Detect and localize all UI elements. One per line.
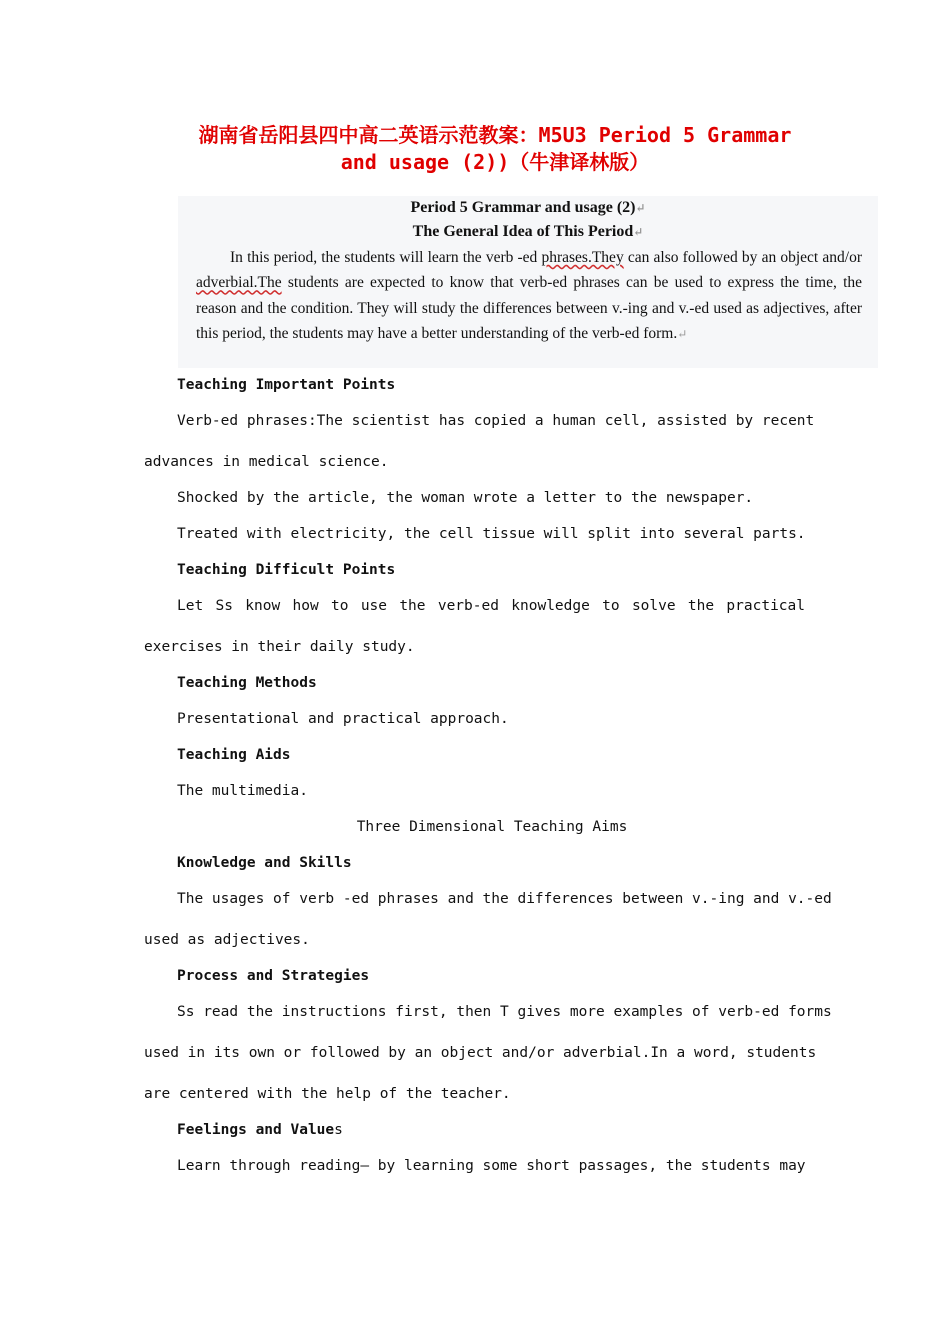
important-example-1-line-2: advances in medical science. — [144, 454, 389, 470]
heading-process-strategies: Process and Strategies — [177, 968, 370, 984]
knowledge-line-1: The usages of verb -ed phrases and the differences between v.-ing and v.-ed — [177, 891, 832, 907]
heading-three-dimensional-aims: Three Dimensional Teaching Aims — [356, 819, 628, 835]
difficult-line-2: exercises in their daily study. — [144, 639, 415, 655]
heading-teaching-aids: Teaching Aids — [177, 747, 291, 763]
title-line-2: and usage (2))（牛津译林版） — [340, 150, 650, 174]
knowledge-line-2: used as adjectives. — [144, 932, 310, 948]
heading-knowledge-skills: Knowledge and Skills — [177, 855, 352, 871]
document-title — [150, 122, 840, 176]
heading-feelings-values: Feelings and Values — [177, 1122, 343, 1138]
embedded-body: In this period, the students will learn the verb -ed phrases.They can also followed by an object and/or adverbial.The students are expected to know that verb-ed phrases can be used to express the time, the reason and the condition. They will study the differences between v.-ing and v.-ed used as adjectives, after this period, the students may have a better understanding of the verb-ed form.↵ — [196, 249, 862, 342]
embedded-period-summary — [178, 196, 878, 368]
important-example-3: Treated with electricity, the cell tissue will split into several parts. — [177, 526, 806, 542]
spellcheck-word-2: adverbial.The — [196, 274, 282, 292]
heading-important-points: Teaching Important Points — [177, 377, 396, 393]
teaching-aids-text: The multimedia. — [177, 783, 308, 799]
difficult-line-1: Let Ss know how to use the verb-ed knowledge to solve the practical — [177, 598, 805, 614]
feelings-line-1: Learn through reading— by learning some short passages, the students may — [177, 1158, 806, 1174]
title-line-1: 湖南省岳阳县四中高二英语示范教案：M5U3 Period 5 Grammar — [198, 123, 792, 147]
important-example-1-line-1: Verb-ed phrases:The scientist has copied a human cell, assisted by recent — [177, 413, 815, 429]
heading-difficult-points: Teaching Difficult Points — [177, 562, 396, 578]
heading-teaching-methods: Teaching Methods — [177, 675, 317, 691]
embedded-heading-period: Period 5 Grammar and usage (2)↵ — [410, 199, 646, 216]
process-line-3: are centered with the help of the teacher. — [144, 1086, 511, 1102]
process-line-2: used in its own or followed by an object and/or adverbial.In a word, students — [144, 1045, 817, 1061]
spellcheck-word-1: phrases.They — [541, 249, 624, 266]
process-line-1: Ss read the instructions first, then T gives more examples of verb-ed forms — [177, 1004, 832, 1020]
embedded-heading-general-idea: The General Idea of This Period↵ — [412, 223, 644, 240]
important-example-2: Shocked by the article, the woman wrote a letter to the newspaper. — [177, 490, 754, 506]
teaching-methods-text: Presentational and practical approach. — [177, 711, 509, 727]
